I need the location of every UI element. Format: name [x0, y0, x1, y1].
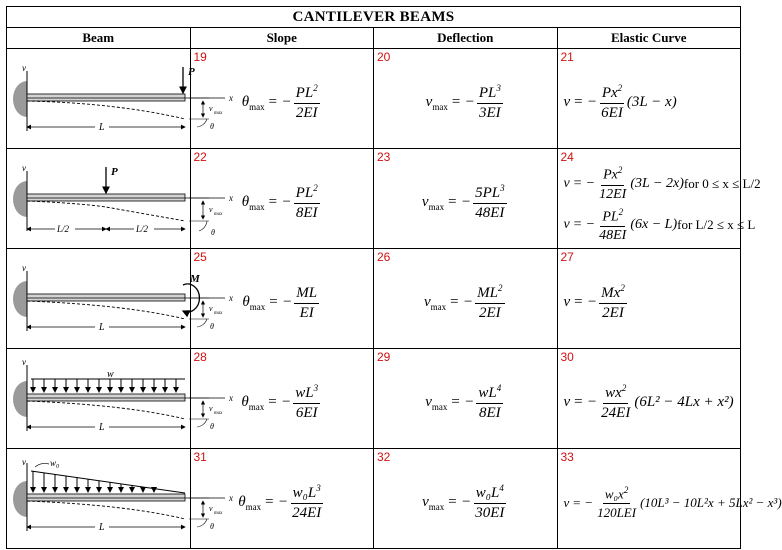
fraction: $\frac{PL^2}{2EI}$ [295, 83, 318, 121]
formula-number: 29 [377, 350, 391, 364]
svg-text:max: max [214, 311, 223, 316]
svg-text:v: v [22, 357, 26, 367]
deflection-cell: 26 $v_{max}$ = − $\frac{ML^2}{2EI}$ [374, 249, 558, 349]
half-length-label: L/2 [136, 224, 149, 234]
table-row [7, 249, 741, 349]
moment-m-label: M [190, 273, 200, 285]
header-deflection: Deflection [374, 28, 558, 49]
svg-text:x: x [229, 493, 233, 503]
formula-number: 27 [560, 250, 574, 264]
header-elastic-curve: Elastic Curve [557, 28, 741, 49]
slope-cell: 28 $\theta_{max}$ = − $\frac{wL^3}{6EI}$ [190, 349, 374, 449]
fraction: $\frac{ML^2}{2EI}$ [477, 283, 503, 321]
fraction: $\frac{wL^3}{6EI}$ [295, 383, 319, 421]
svg-text:max: max [214, 411, 223, 416]
theta-max-label: θ [210, 122, 214, 131]
fraction: $\frac{PL^2}{48EI}$ [599, 206, 627, 244]
load-p-label: P [188, 66, 195, 78]
formula-number: 28 [193, 350, 207, 364]
vmax-label: v [209, 104, 213, 113]
fraction: $\frac{w_0L^3}{24EI}$ [292, 483, 322, 521]
elastic-curve-cell: 27 v = − $\frac{Mx^2}{2EI}$ [557, 249, 741, 349]
svg-text:v: v [22, 457, 26, 467]
range-condition: for 0 ≤ x ≤ L/2 [683, 175, 761, 191]
svg-text:θ: θ [211, 228, 215, 237]
fraction: $\frac{w_0L^4}{30EI}$ [475, 483, 505, 521]
svg-text:x: x [229, 193, 233, 203]
formula-number: 19 [193, 50, 207, 64]
fraction: $\frac{PL^3}{3EI}$ [478, 83, 501, 121]
svg-text:v: v [209, 404, 213, 413]
formula-number: 26 [377, 250, 391, 264]
svg-text:max: max [214, 212, 223, 217]
wall-support-icon [13, 181, 27, 217]
fraction: $\frac{wx^2}{24EI}$ [601, 383, 631, 421]
slope-cell: 25 $\theta_{max}$ = − $\frac{ML}{EI}$ [190, 249, 374, 349]
load-w0-label: $w_0$ [50, 458, 60, 470]
table-row [7, 449, 741, 549]
formula-number: 23 [377, 150, 391, 164]
formula-number: 31 [193, 450, 207, 464]
distributed-load-icon [33, 379, 176, 392]
svg-text:x: x [229, 393, 233, 403]
axis-x-label: x [229, 93, 233, 103]
fraction: $\frac{ML}{EI}$ [296, 285, 318, 321]
svg-text:L: L [99, 322, 105, 333]
wall-support-icon [13, 81, 27, 117]
svg-text:θ: θ [210, 422, 214, 431]
wall-support-icon [13, 381, 27, 417]
deflection-cell: 20 $v_{max}$ = − $\frac{PL^3}{3EI}$ [374, 49, 558, 149]
curve-segment-second-half: v = − $\frac{PL^2}{48EI}$ (6x − L) for L/2 ≤ x ≤ L [563, 206, 756, 244]
svg-text:θ: θ [210, 522, 214, 531]
svg-text:L: L [99, 522, 105, 533]
elastic-curve-cell: 21 v = − $\frac{Px^2}{6EI}$ (3L − x) [557, 49, 741, 149]
svg-text:v: v [209, 504, 213, 513]
elastic-curve-cell [557, 149, 761, 249]
fraction: $\frac{Mx^2}{2EI}$ [601, 283, 625, 321]
fraction: $\frac{wL^4}{8EI}$ [478, 383, 502, 421]
cantilever-table [6, 6, 782, 549]
formula-number: 30 [560, 350, 574, 364]
svg-text:v: v [22, 163, 26, 173]
half-length-label: L/2 [57, 224, 70, 234]
formula-number: 25 [193, 250, 207, 264]
svg-text:L: L [99, 422, 105, 433]
fraction: $\frac{w_0x^2}{\text{120LEI}}$ [597, 485, 637, 520]
range-condition: for L/2 ≤ x ≤ L [677, 217, 756, 233]
table-row [7, 49, 741, 149]
deflection-cell: 29 $v_{max}$ = − $\frac{wL^4}{8EI}$ [374, 349, 558, 449]
formula-number: 20 [377, 50, 391, 64]
header-slope: Slope [190, 28, 374, 49]
slope-cell: 22 $\theta_{max}$ = − $\frac{PL^2}{8EI}$ [190, 149, 374, 249]
table-row [7, 349, 741, 449]
formula-number: 21 [560, 50, 574, 64]
formula-number: 22 [193, 150, 207, 164]
slope-cell: 19 $\theta_{max}$ = − $\frac{PL^2}{2EI}$ [190, 49, 374, 149]
formula-number: 24 [560, 150, 574, 164]
slope-cell: 31 $\theta_{max}$ = − $\frac{w_0L^3}{24EI}$ [190, 449, 374, 549]
elastic-curve-cell: 30 v = − $\frac{wx^2}{24EI}$ (6L² − 4Lx + x²) [557, 349, 741, 449]
deflection-cell: 32 $v_{max}$ = − $\frac{w_0L^4}{30EI}$ [374, 449, 558, 549]
header-beam: Beam [7, 28, 191, 49]
length-l-label: L [99, 122, 105, 133]
deflection-cell: 23 $v_{max}$ = − $\frac{5PL^3}{48EI}$ [374, 149, 558, 249]
svg-text:x: x [229, 293, 233, 303]
svg-text:v: v [22, 263, 26, 273]
formula-number: 32 [377, 450, 391, 464]
axis-v-label: v [22, 63, 26, 73]
svg-text:P: P [111, 166, 118, 178]
wall-support-icon [13, 481, 27, 517]
table-row [7, 149, 741, 249]
formula-number: 33 [560, 450, 574, 464]
wall-support-icon [13, 281, 27, 317]
fraction: $\frac{Px^2}{12EI}$ [599, 164, 627, 202]
svg-text:v: v [209, 304, 213, 313]
fraction: $\frac{5PL^3}{48EI}$ [475, 183, 505, 221]
elastic-curve-cell: 33 v = − $\frac{w_0x^2}{\text{120LEI}}$ (10L³ − 10L²x + 5Lx² − x³) [557, 449, 741, 549]
svg-text:max: max [214, 111, 223, 116]
curve-segment-first-half: v = − $\frac{Px^2}{12EI}$ (3L − 2x) for 0 ≤ x ≤ L/2 [563, 164, 761, 202]
svg-text:v: v [209, 205, 213, 214]
load-w-label: w [107, 369, 114, 380]
svg-text:θ: θ [210, 322, 214, 331]
table-title: CANTILEVER BEAMS [7, 7, 741, 28]
fraction: $\frac{Px^2}{6EI}$ [601, 83, 623, 121]
fraction: $\frac{PL^2}{8EI}$ [295, 183, 318, 221]
svg-text:max: max [214, 511, 223, 516]
